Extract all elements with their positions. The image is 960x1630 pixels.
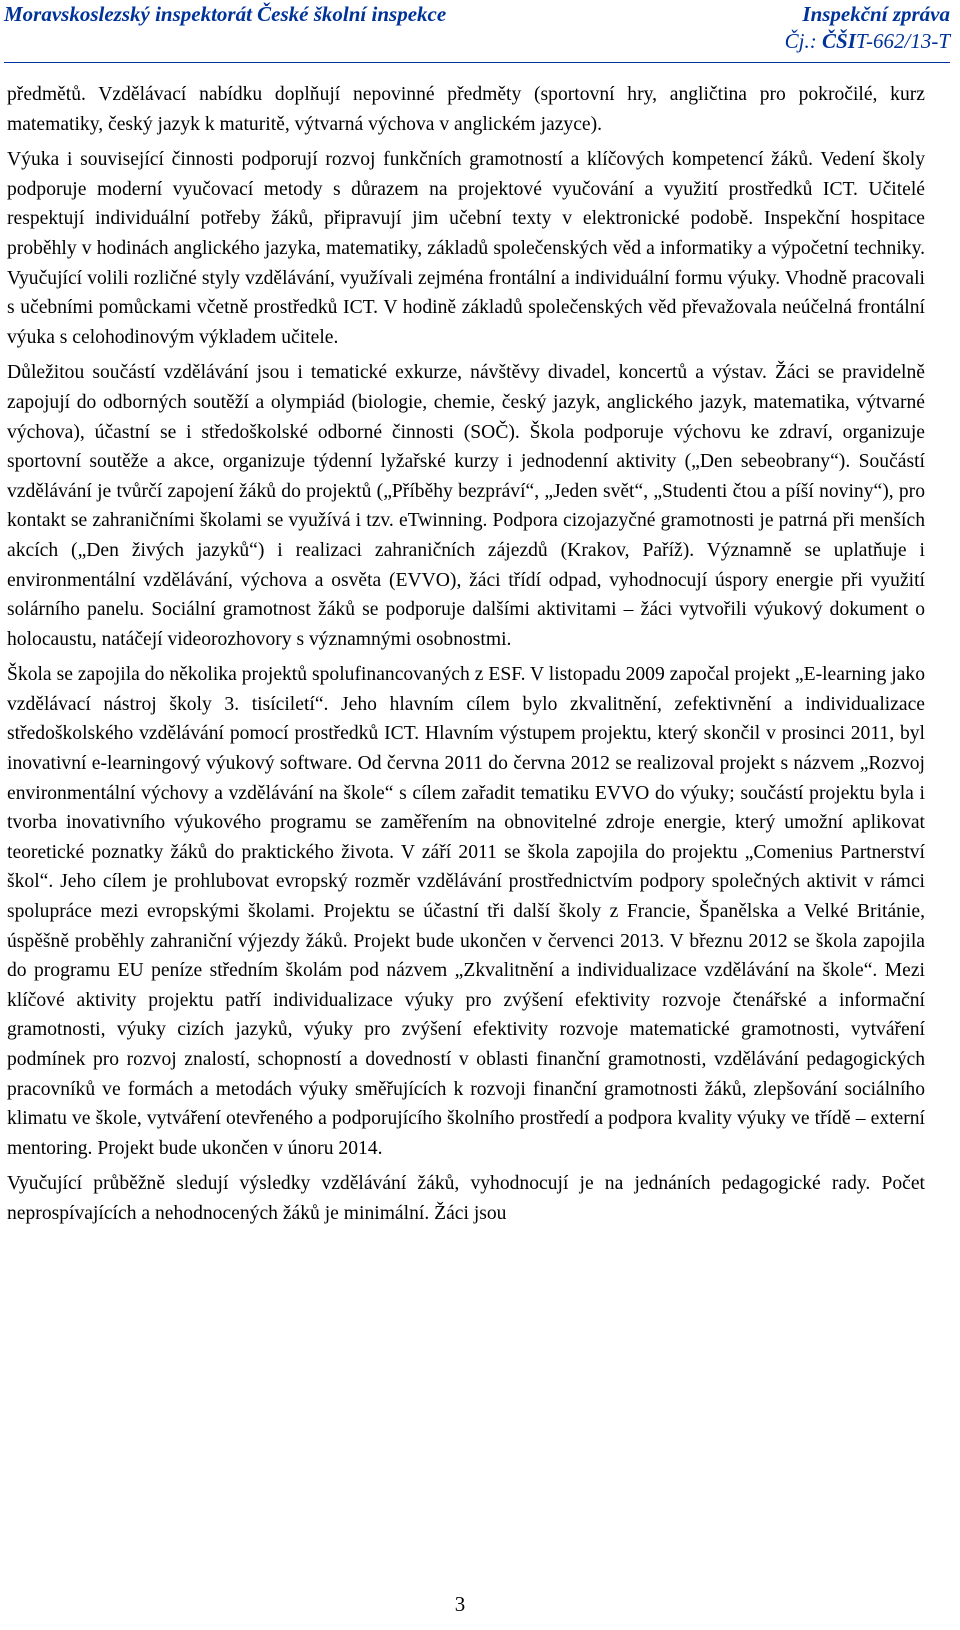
- header-divider: [4, 62, 950, 63]
- page-header: [4, 2, 950, 64]
- header-right-block: [785, 2, 950, 54]
- paragraph-1: předmětů. Vzdělávací nabídku doplňují nepovinné předměty (sportovní hry, angličtina pro pokročilé, kurz matematiky, český jazyk k maturitě, výtvarná výchova v anglickém jazyce).: [7, 84, 925, 135]
- paragraph-4: Škola se zapojila do několika projektů spolufinancovaných z ESF. V listopadu 2009 započal projekt „E-learning jako vzdělávací nástroj školy 3. tisíciletí“. Jeho hlavním cílem bylo zkvalitnění, zefektivnění a individualizace středoškolského vzdělávání pomocí prostředků ICT. Hlavním výstupem projektu, který skončil v prosinci 2011, byl inovativní e-learningový výukový software. Od června 2011 do června 2012 se realizoval projekt s názvem „Rozvoj environmentální výchovy a vzdělávání na škole“ s cílem zařadit tematiku EVVO do výuky; součástí projektu byla i tvorba inovativního výukového programu se zaměřením na obnovitelné zdroje energie, který umožní aplikovat teoretické poznatky žáků do praktického života. V září 2011 se škola zapojila do projektu „Comenius Partnerství škol“. Jeho cílem je prohlubovat evropský rozměr vzdělávání prostřednictvím podpory společných aktivit v rámci spolupráce mezi evropskými školami. Projektu se účastní tři další školy z Francie, Španělska a Velké Británie, úspěšně proběhly zahraniční výjezdy žáků. Projekt bude ukončen v červenci 2013. V březnu 2012 se škola zapojila do programu EU peníze středním školám pod názvem „Zkvalitnění a individualizace vzdělávání na škole“. Mezi klíčové aktivity projektu patří individualizace výuky pro zvýšení efektivity rozvoje čtenářské a informační gramotnosti, výuky cizích jazyků, výuky pro zvýšení efektivity rozvoje matematické gramotnosti, vytváření podmínek pro rozvoj znalostí, schopností a dovedností v oblasti finanční gramotnosti, vzdělávání pedagogických pracovníků ve formách a metodách výuky směřujících k rozvoji finanční gramotnosti žáků, zlepšování sociálního klimatu ve škole, vytváření otevřeného a podporujícího školního prostředí a podpora kvality výuky ve třídě – externí mentoring. Projekt bude ukončen v únoru 2014.: [7, 664, 925, 1159]
- paragraph-2: Výuka i související činnosti podporují rozvoj funkčních gramotností a klíčových kompetencí žáků. Vedení školy podporuje moderní vyučovací metody s důrazem na projektové vyučování a využití prostředků ICT. Učitelé respektují individuální potřeby žáků, připravují jim učební texty v elektronické podobě. Inspekční hospitace proběhly v hodinách anglického jazyka, matematiky, základů společenských věd a informatiky a výpočetní techniky. Vyučující volili rozličné styly vzdělávání, využívali zejména frontální a individuální formu výuky. Vhodně pracovali s učebními pomůckami včetně prostředků ICT. V hodině základů společenských věd převažovala neúčelná frontální výuka s celohodinovým výkladem učitele.: [7, 149, 925, 348]
- header-report-title: Inspekční zpráva: [802, 2, 950, 26]
- header-institution: Moravskoslezský inspektorát České školní inspekce: [4, 2, 447, 26]
- paragraph-5: Vyučující průběžně sledují výsledky vzdělávání žáků, vyhodnocují je na jednáních pedagogické rady. Počet neprospívajících a nehodnocených žáků je minimální. Žáci jsou: [7, 1173, 925, 1224]
- body-text: [7, 80, 925, 1235]
- page-number: 3: [454, 1592, 466, 1616]
- paragraph-3: Důležitou součástí vzdělávání jsou i tematické exkurze, návštěvy divadel, koncertů a výstav. Žáci se pravidelně zapojují do odborných soutěží a olympiád (biologie, chemie, český jazyk, anglického jazyk, matematika, výtvarné výchova), účastní se i středoškolské odborné činnosti (SOČ). Škola podporuje výchovu ke zdraví, organizuje sportovní soutěže a akce, organizuje týdenní lyžařské kurzy i jednodenní aktivity („Den sebeobrany“). Součástí vzdělávání je tvůrčí zapojení žáků do projektů („Příběhy bezpráví“, „Jeden svět“, „Studenti čtou a píší noviny“), pro kontakt se zahraničními školami se využívá i tzv. eTwinning. Podpora cizojazyčné gramotnosti je patrná při menších akcích („Den živých jazyků“) i realizaci zahraničních zájezdů (Krakov, Paříž). Významně se uplatňuje i environmentální vzdělávání, výchova a osvěta (EVVO), žáci třídí odpad, vyhodnocují úspory energie při využití solárního panelu. Sociální gramotnost žáků se podporuje dalšími aktivitami – žáci vytvořili výukový dokument o holocaustu, natáčejí videorozhovory s významnými osobnostmi.: [7, 362, 925, 650]
- header-ref-code: ČŠI: [822, 29, 856, 53]
- header-ref-suffix: T-662/13-T: [855, 29, 950, 53]
- header-ref-prefix: Čj.:: [784, 29, 823, 53]
- header-reference: [785, 29, 950, 54]
